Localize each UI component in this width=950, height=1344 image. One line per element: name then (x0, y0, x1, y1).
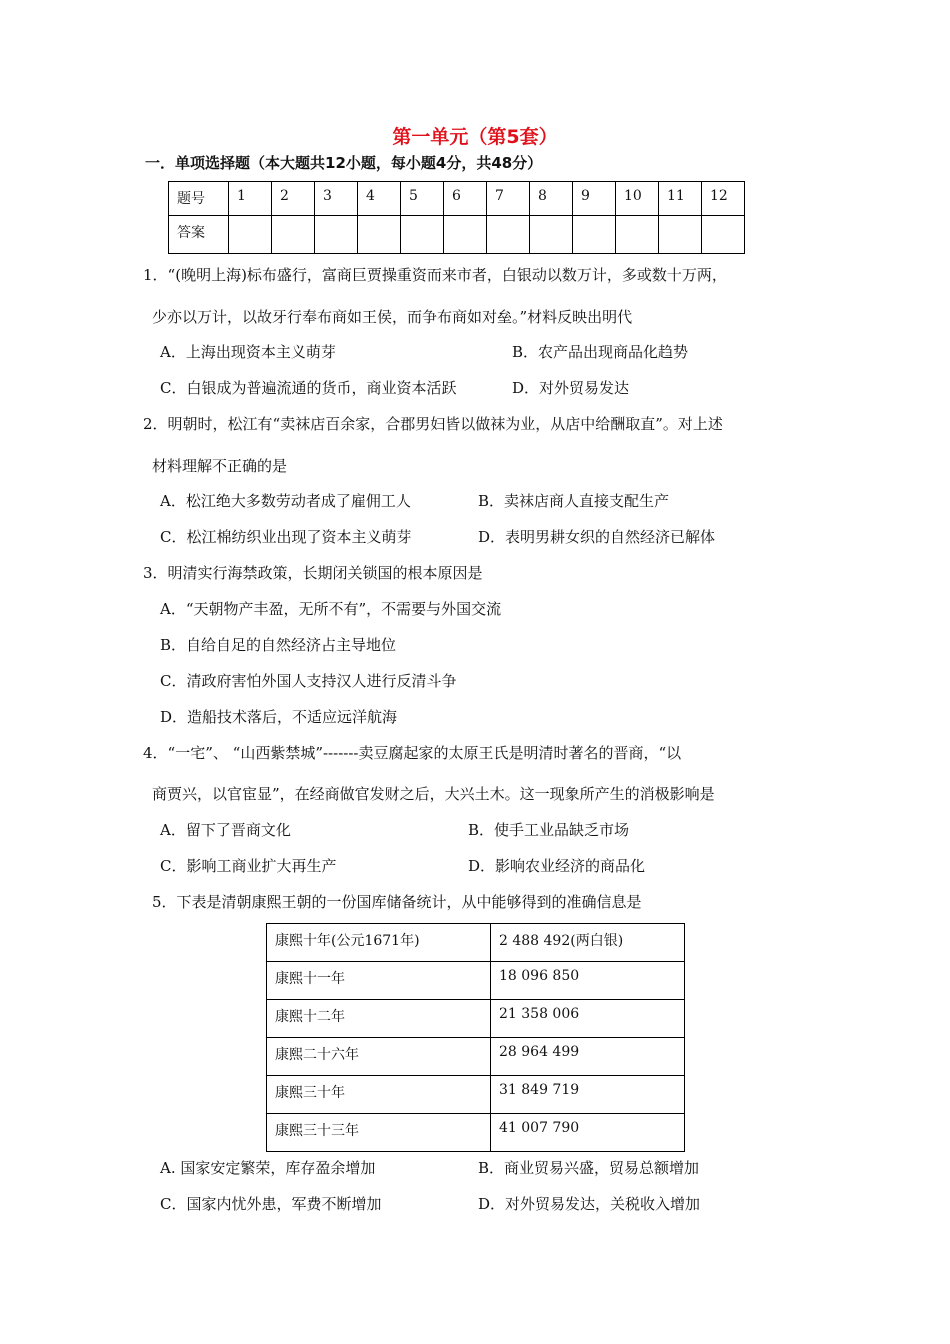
question-number-cell: 6 (444, 182, 487, 216)
q4-option-b: B．使手工业品缺乏市场 (468, 821, 630, 839)
year-cell: 康熙十一年 (267, 962, 491, 1000)
year-cell: 康熙三十年 (267, 1076, 491, 1114)
q1-option-b: B．农产品出现商品化趋势 (512, 343, 689, 361)
q2-stem-line1: 2．明朝时，松江有“卖袜店百余家，合郡男妇皆以做袜为业，从店中给酬取直”。对上述 (143, 415, 723, 433)
answer-grid-answer-row (169, 216, 745, 254)
row-label-number: 题号 (169, 182, 229, 216)
q5-option-a: A. 国家安定繁荣，库存盈余增加 (160, 1159, 376, 1177)
question-number-cell: 10 (616, 182, 659, 216)
table-row (267, 924, 685, 962)
q3-option-c: C．清政府害怕外国人支持汉人进行反清斗争 (160, 672, 457, 690)
question-number-cell: 7 (487, 182, 530, 216)
q1-option-a: A．上海出现资本主义萌芽 (160, 343, 336, 361)
year-cell: 康熙二十六年 (267, 1038, 491, 1076)
q4-stem-line2: 商贾兴，以官宦显”，在经商做官发财之后，大兴土木。这一现象所产生的消极影响是 (152, 785, 715, 803)
question-number-cell: 9 (573, 182, 616, 216)
q4-stem-line1: 4．“一宅”、 “山西紫禁城”-------卖豆腐起家的太原王氏是明清时著名的晋商，“以 (143, 744, 682, 762)
value-cell: 41 007 790 (491, 1114, 685, 1152)
answer-cell[interactable] (315, 216, 358, 254)
answer-cell[interactable] (530, 216, 573, 254)
q2-option-a: A．松江绝大多数劳动者成了雇佣工人 (160, 492, 411, 510)
q4-option-c: C．影响工商业扩大再生产 (160, 857, 337, 875)
page-title: 第一单元（第5套） (392, 126, 558, 148)
answer-cell[interactable] (229, 216, 272, 254)
value-cell: 28 964 499 (491, 1038, 685, 1076)
table-row (267, 1000, 685, 1038)
q1-stem-line1: 1．“(晚明上海)标布盛行，富商巨贾操重资而来市者，白银动以数万计，多或数十万两， (143, 266, 727, 284)
q5-option-c: C．国家内忧外患，军费不断增加 (160, 1195, 382, 1213)
q2-option-d: D．表明男耕女织的自然经济已解体 (478, 528, 716, 546)
answer-cell[interactable] (487, 216, 530, 254)
year-cell: 康熙三十三年 (267, 1114, 491, 1152)
q3-stem: 3．明清实行海禁政策，长期闭关锁国的根本原因是 (143, 564, 483, 582)
question-number-cell: 4 (358, 182, 401, 216)
q1-option-d: D．对外贸易发达 (512, 379, 630, 397)
answer-grid (168, 181, 745, 254)
q5-option-b: B．商业贸易兴盛，贸易总额增加 (478, 1159, 700, 1177)
answer-cell[interactable] (702, 216, 745, 254)
table-row (267, 1038, 685, 1076)
q3-option-a: A．“天朝物产丰盈，无所不有”，不需要与外国交流 (160, 600, 502, 618)
value-cell: 18 096 850 (491, 962, 685, 1000)
q2-option-c: C．松江棉纺织业出现了资本主义萌芽 (160, 528, 412, 546)
question-number-cell: 2 (272, 182, 315, 216)
answer-cell[interactable] (272, 216, 315, 254)
answer-cell[interactable] (573, 216, 616, 254)
question-number-cell: 12 (702, 182, 745, 216)
answer-cell[interactable] (358, 216, 401, 254)
question-number-cell: 1 (229, 182, 272, 216)
q1-stem-line2: 少亦以万计，以故牙行奉布商如王侯，而争布商如对垒。”材料反映出明代 (152, 308, 633, 326)
q4-option-d: D．影响农业经济的商品化 (468, 857, 646, 875)
value-cell: 31 849 719 (491, 1076, 685, 1114)
table-row (267, 1076, 685, 1114)
year-cell: 康熙十年(公元1671年) (267, 924, 491, 962)
section-heading: 一．单项选择题（本大题共12小题，每小题4分，共48分） (145, 154, 543, 172)
answer-cell[interactable] (401, 216, 444, 254)
answer-cell[interactable] (616, 216, 659, 254)
question-number-cell: 11 (659, 182, 702, 216)
answer-cell[interactable] (659, 216, 702, 254)
table-row (267, 962, 685, 1000)
q2-stem-line2: 材料理解不正确的是 (152, 457, 288, 475)
q1-option-c: C．白银成为普遍流通的货币，商业资本活跃 (160, 379, 457, 397)
question-number-cell: 8 (530, 182, 573, 216)
q5-stem: 5．下表是清朝康熙王朝的一份国库储备统计，从中能够得到的准确信息是 (152, 893, 642, 911)
treasury-table (266, 923, 685, 1152)
q4-option-a: A．留下了晋商文化 (160, 821, 291, 839)
question-number-cell: 3 (315, 182, 358, 216)
q3-option-b: B．自给自足的自然经济占主导地位 (160, 636, 397, 654)
q5-option-d: D．对外贸易发达，关税收入增加 (478, 1195, 701, 1213)
q3-option-d: D．造船技术落后，不适应远洋航海 (160, 708, 398, 726)
value-cell: 2 488 492(两白银) (491, 924, 685, 962)
answer-cell[interactable] (444, 216, 487, 254)
table-row (267, 1114, 685, 1152)
value-cell: 21 358 006 (491, 1000, 685, 1038)
answer-grid-number-row (169, 182, 745, 216)
question-number-cell: 5 (401, 182, 444, 216)
row-label-answer: 答案 (169, 216, 229, 254)
year-cell: 康熙十二年 (267, 1000, 491, 1038)
q2-option-b: B．卖袜店商人直接支配生产 (478, 492, 670, 510)
